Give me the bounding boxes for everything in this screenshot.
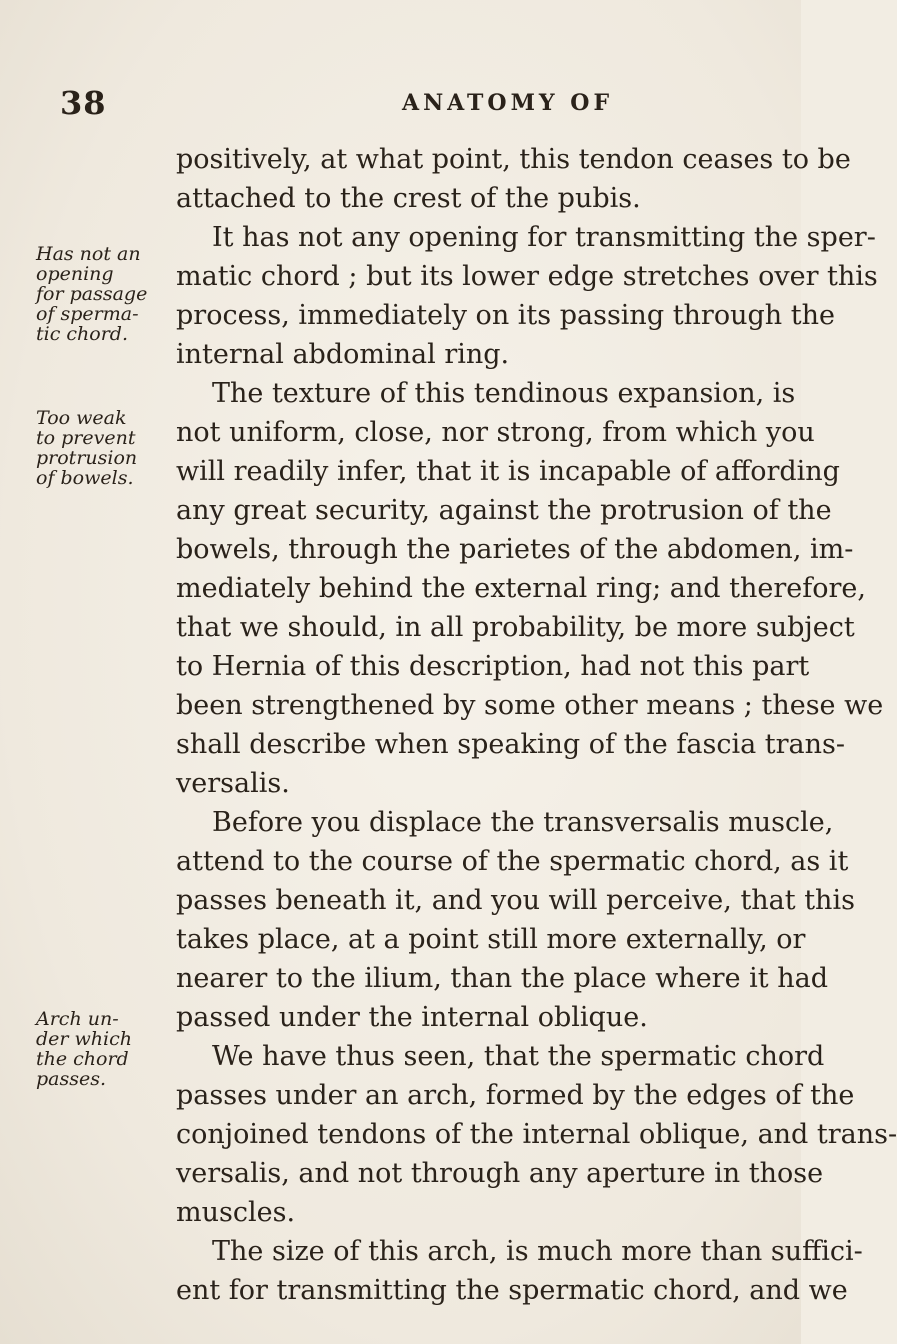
margin-note-line: the chord (36, 1048, 129, 1070)
margin-note-line: for passage (36, 283, 148, 305)
text-line: passes under an arch, formed by the edges of the (176, 1080, 855, 1111)
text-line: will readily infer, that it is incapable of affording (176, 456, 840, 487)
text-line: versalis, and not through any aperture in those (176, 1158, 824, 1189)
page-header (0, 84, 801, 130)
page-number: 38 (60, 84, 107, 122)
text-line: takes place, at a point still more externally, or (176, 924, 806, 955)
text-line: versalis. (176, 768, 290, 799)
text-line: conjoined tendons of the internal oblique, and trans- (176, 1119, 897, 1150)
text-line: passes beneath it, and you will perceive, that this (176, 885, 855, 916)
margin-note-too-weak (36, 408, 176, 488)
text-line: We have thus seen, that the spermatic chord (212, 1041, 825, 1072)
text-line: internal abdominal ring. (176, 339, 510, 370)
margin-note-line: passes. (36, 1068, 107, 1090)
text-line: muscles. (176, 1197, 296, 1228)
running-title: ANATOMY OF (402, 90, 614, 116)
margin-note-arch-under-which (36, 1009, 176, 1089)
text-line: mediately behind the external ring; and therefore, (176, 573, 866, 604)
margin-note-line: to prevent (36, 427, 136, 449)
text-line: that we should, in all probability, be more subject (176, 612, 855, 643)
margin-note-line: tic chord. (36, 323, 128, 345)
text-line: ent for transmitting the spermatic chord, and we (176, 1275, 848, 1306)
text-line: any great security, against the protrusion of the (176, 495, 832, 526)
margin-note-has-not-an-opening (36, 244, 176, 344)
text-line: attend to the course of the spermatic chord, as it (176, 846, 849, 877)
margin-note-line: protrusion (36, 447, 138, 469)
text-line: The size of this arch, is much more than suffici- (212, 1236, 863, 1267)
text-line: It has not any opening for transmitting the sper- (212, 222, 876, 253)
margin-note-line: opening (36, 263, 114, 285)
text-line: attached to the crest of the pubis. (176, 183, 641, 214)
margin-note-line: Has not an (36, 243, 141, 265)
margin-note-line: of sperma- (36, 303, 139, 325)
margin-note-line: of bowels. (36, 467, 134, 489)
body-text (176, 140, 897, 1310)
text-line: matic chord ; but its lower edge stretches over this (176, 261, 878, 292)
margin-note-line: der which (36, 1028, 132, 1050)
margin-note-line: Arch un- (36, 1008, 119, 1030)
text-line: Before you displace the transversalis muscle, (212, 807, 834, 838)
text-line: positively, at what point, this tendon ceases to be (176, 144, 851, 175)
text-line: The texture of this tendinous expansion, is (212, 378, 796, 409)
text-line: not uniform, close, nor strong, from which you (176, 417, 815, 448)
text-line: to Hernia of this description, had not this part (176, 651, 810, 682)
text-line: shall describe when speaking of the fascia trans- (176, 729, 845, 760)
margin-note-line: Too weak (36, 407, 127, 429)
text-line: bowels, through the parietes of the abdomen, im- (176, 534, 854, 565)
text-line: nearer to the ilium, than the place where it had (176, 963, 828, 994)
text-line: process, immediately on its passing through the (176, 300, 835, 331)
text-line: been strengthened by some other means ; these we (176, 690, 884, 721)
text-line: passed under the internal oblique. (176, 1002, 648, 1033)
